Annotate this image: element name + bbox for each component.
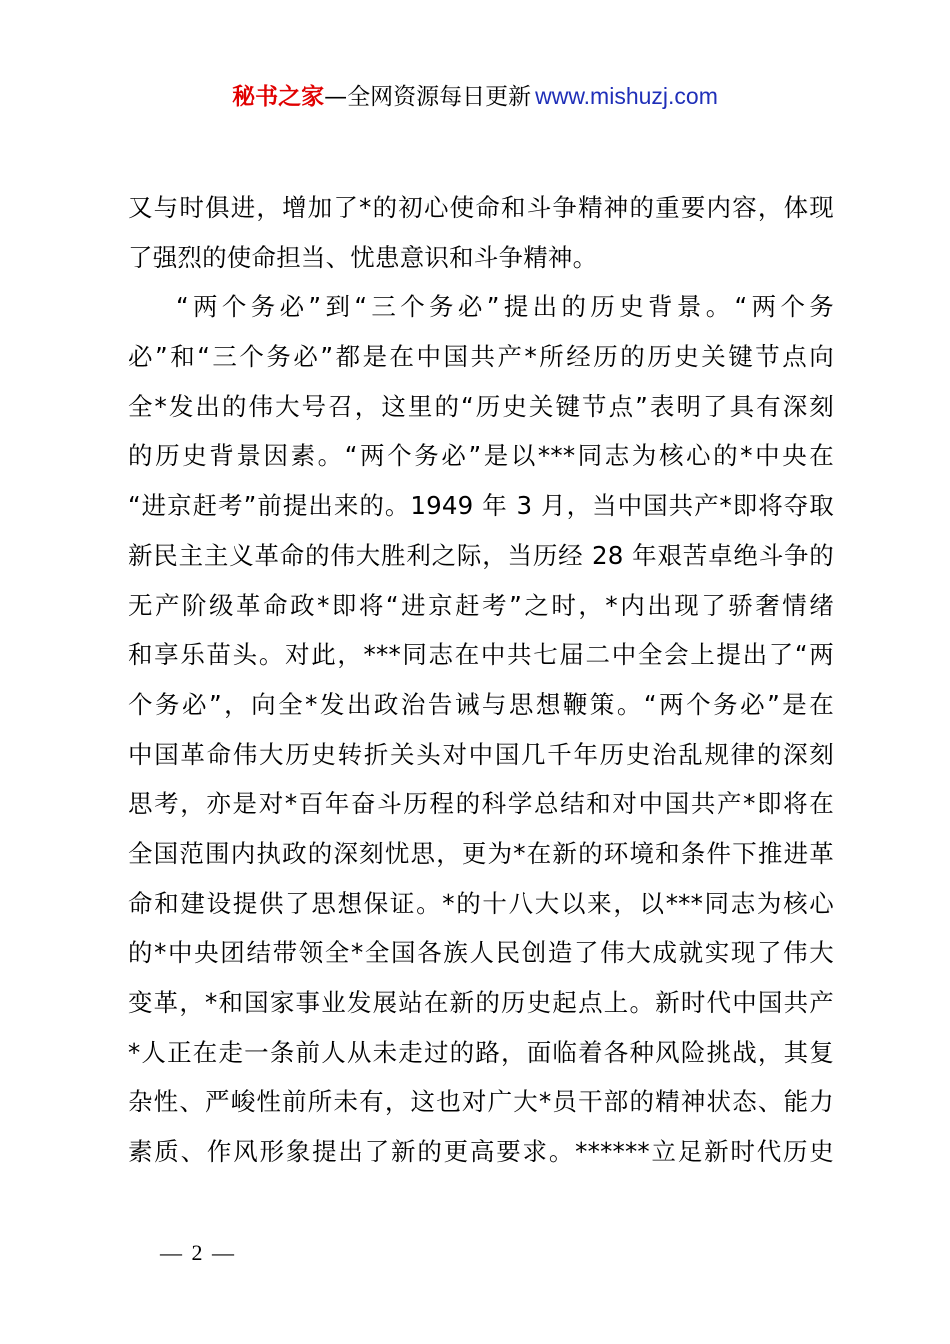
text-line: 全国范围内执政的深刻忧思，更为*在新的环境和条件下推进革 <box>128 838 834 868</box>
text-line: 的*中央团结带领全*全国各族人民创造了伟大成就实现了伟大 <box>128 938 834 968</box>
text-line: 个务必”，向全*发出政治告诫与思想鞭策。“两个务必”是在 <box>128 689 834 719</box>
site-header <box>0 78 950 115</box>
text-line: 中国革命伟大历史转折关头对中国几千年历史治乱规律的深刻 <box>128 739 834 769</box>
text-line: 命和建设提供了思想保证。*的十八大以来，以***同志为核心 <box>128 888 834 918</box>
page-number: — 2 — <box>160 1240 236 1265</box>
document-body <box>128 183 834 1177</box>
site-brand: 秘书之家 <box>232 84 325 110</box>
text-line: 了强烈的使命担当、忧患意识和斗争精神。 <box>128 242 598 272</box>
text-line: 素质、作风形象提出了新的更高要求。******立足新时代历史 <box>128 1137 834 1167</box>
text-line: “进京赶考”前提出来的。1949 年 3 月，当中国共产*即将夺取 <box>128 491 834 521</box>
text-line: *人正在走一条前人从未走过的路，面临着各种风险挑战，其复 <box>128 1037 834 1067</box>
text-line: 全*发出的伟大号召，这里的“历史关键节点”表明了具有深刻 <box>128 391 834 421</box>
text-line: 必”和“三个务必”都是在中国共产*所经历的历史关键节点向 <box>128 342 834 372</box>
text-line: 变革，*和国家事业发展站在新的历史起点上。新时代中国共产 <box>128 988 834 1017</box>
site-tagline: —全网资源每日更新 <box>324 84 532 110</box>
text-line: 新民主主义革命的伟大胜利之际，当历经 28 年艰苦卓绝斗争的 <box>128 540 834 570</box>
text-line: 无产阶级革命政*即将“进京赶考”之时，*内出现了骄奢情绪 <box>128 590 834 620</box>
text-line: 又与时俱进，增加了*的初心使命和斗争精神的重要内容，体现 <box>128 193 834 222</box>
text-line: 杂性、严峻性前所未有，这也对广大*员干部的精神状态、能力 <box>128 1087 834 1117</box>
text-line: “两个务必”到“三个务必”提出的历史背景。“两个务 <box>176 292 834 322</box>
text-line: 的历史背景因素。“两个务必”是以***同志为核心的*中央在 <box>128 441 834 471</box>
text-line: 和享乐苗头。对此，***同志在中共七届二中全会上提出了“两 <box>128 640 834 670</box>
site-url-link[interactable]: www.mishuzj.com <box>535 83 718 109</box>
text-line: 思考，亦是对*百年奋斗历程的科学总结和对中国共产*即将在 <box>128 789 834 819</box>
